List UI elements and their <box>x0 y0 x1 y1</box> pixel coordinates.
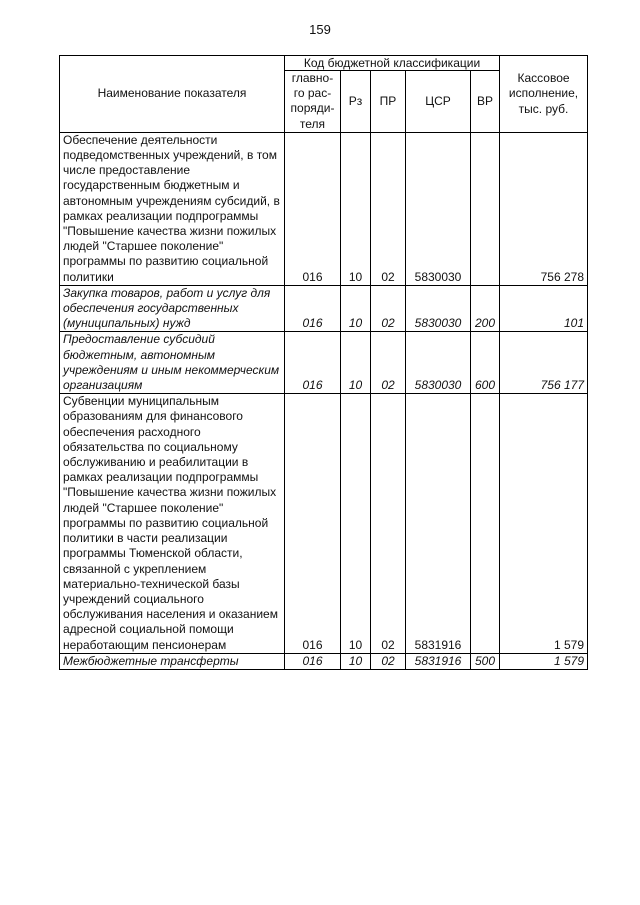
row-grbs: 016 <box>285 132 341 285</box>
row-amount: 1 579 <box>500 394 588 653</box>
page-number: 159 <box>309 22 331 37</box>
row-pr: 02 <box>371 332 406 394</box>
row-amount: 756 177 <box>500 332 588 394</box>
header-grbs: главно-го рас-поряди-теля <box>285 71 341 133</box>
row-pr: 02 <box>371 132 406 285</box>
row-grbs: 016 <box>285 653 341 669</box>
header-code-group: Код бюджетной классификации <box>285 56 500 71</box>
row-amount: 101 <box>500 285 588 332</box>
row-pr: 02 <box>371 394 406 653</box>
table-row <box>60 653 588 669</box>
row-pr: 02 <box>371 653 406 669</box>
row-csr: 5831916 <box>406 653 471 669</box>
header-row-group <box>60 56 588 71</box>
table-row <box>60 285 588 332</box>
header-amount: Кассовое исполнение, тыс. руб. <box>500 56 588 133</box>
row-rz: 10 <box>341 653 371 669</box>
row-vr: 200 <box>471 285 500 332</box>
row-csr: 5830030 <box>406 132 471 285</box>
row-vr: 500 <box>471 653 500 669</box>
row-amount: 756 278 <box>500 132 588 285</box>
row-vr: 600 <box>471 332 500 394</box>
row-rz: 10 <box>341 285 371 332</box>
row-pr: 02 <box>371 285 406 332</box>
row-name: Обеспечение деятельности подведомственных учреждений, в том числе предоставление государственным бюджетным и автономным учреждениям субсидий, в рамках реализации подпрограммы "Повышение качества жизни пожилых людей "Старшее поколение" программы по развитию социальной политики <box>60 132 285 285</box>
table-row <box>60 132 588 285</box>
row-amount: 1 579 <box>500 653 588 669</box>
header-pr: ПР <box>371 71 406 133</box>
table-row <box>60 394 588 653</box>
header-name: Наименование показателя <box>60 56 285 133</box>
row-rz: 10 <box>341 332 371 394</box>
row-name: Предоставление субсидий бюджетным, автономным учреждениям и иным некоммерческим организациям <box>60 332 285 394</box>
table-row <box>60 332 588 394</box>
row-vr <box>471 132 500 285</box>
row-grbs: 016 <box>285 285 341 332</box>
row-grbs: 016 <box>285 332 341 394</box>
header-rz: Рз <box>341 71 371 133</box>
header-vr: ВР <box>471 71 500 133</box>
row-grbs: 016 <box>285 394 341 653</box>
budget-execution-table <box>59 55 588 670</box>
row-name: Закупка товаров, работ и услуг для обеспечения государственных (муниципальных) нужд <box>60 285 285 332</box>
header-csr: ЦСР <box>406 71 471 133</box>
row-rz: 10 <box>341 132 371 285</box>
row-vr <box>471 394 500 653</box>
row-name: Межбюджетные трансферты <box>60 653 285 669</box>
row-csr: 5831916 <box>406 394 471 653</box>
row-csr: 5830030 <box>406 285 471 332</box>
row-csr: 5830030 <box>406 332 471 394</box>
row-name: Субвенции муниципальным образованиям для финансового обеспечения расходного обязательства по социальному обслуживанию и реабилитации в рамках реализации подпрограммы "Повышение качества жизни пожилых людей "Старшее поколение" программы по развитию социальной политики в части реализации программы Тюменской области, связанной с укреплением материально-технической базы учреждений социального обслуживания населения и оказанием адресной социальной помощи неработающим пенсионерам <box>60 394 285 653</box>
row-rz: 10 <box>341 394 371 653</box>
